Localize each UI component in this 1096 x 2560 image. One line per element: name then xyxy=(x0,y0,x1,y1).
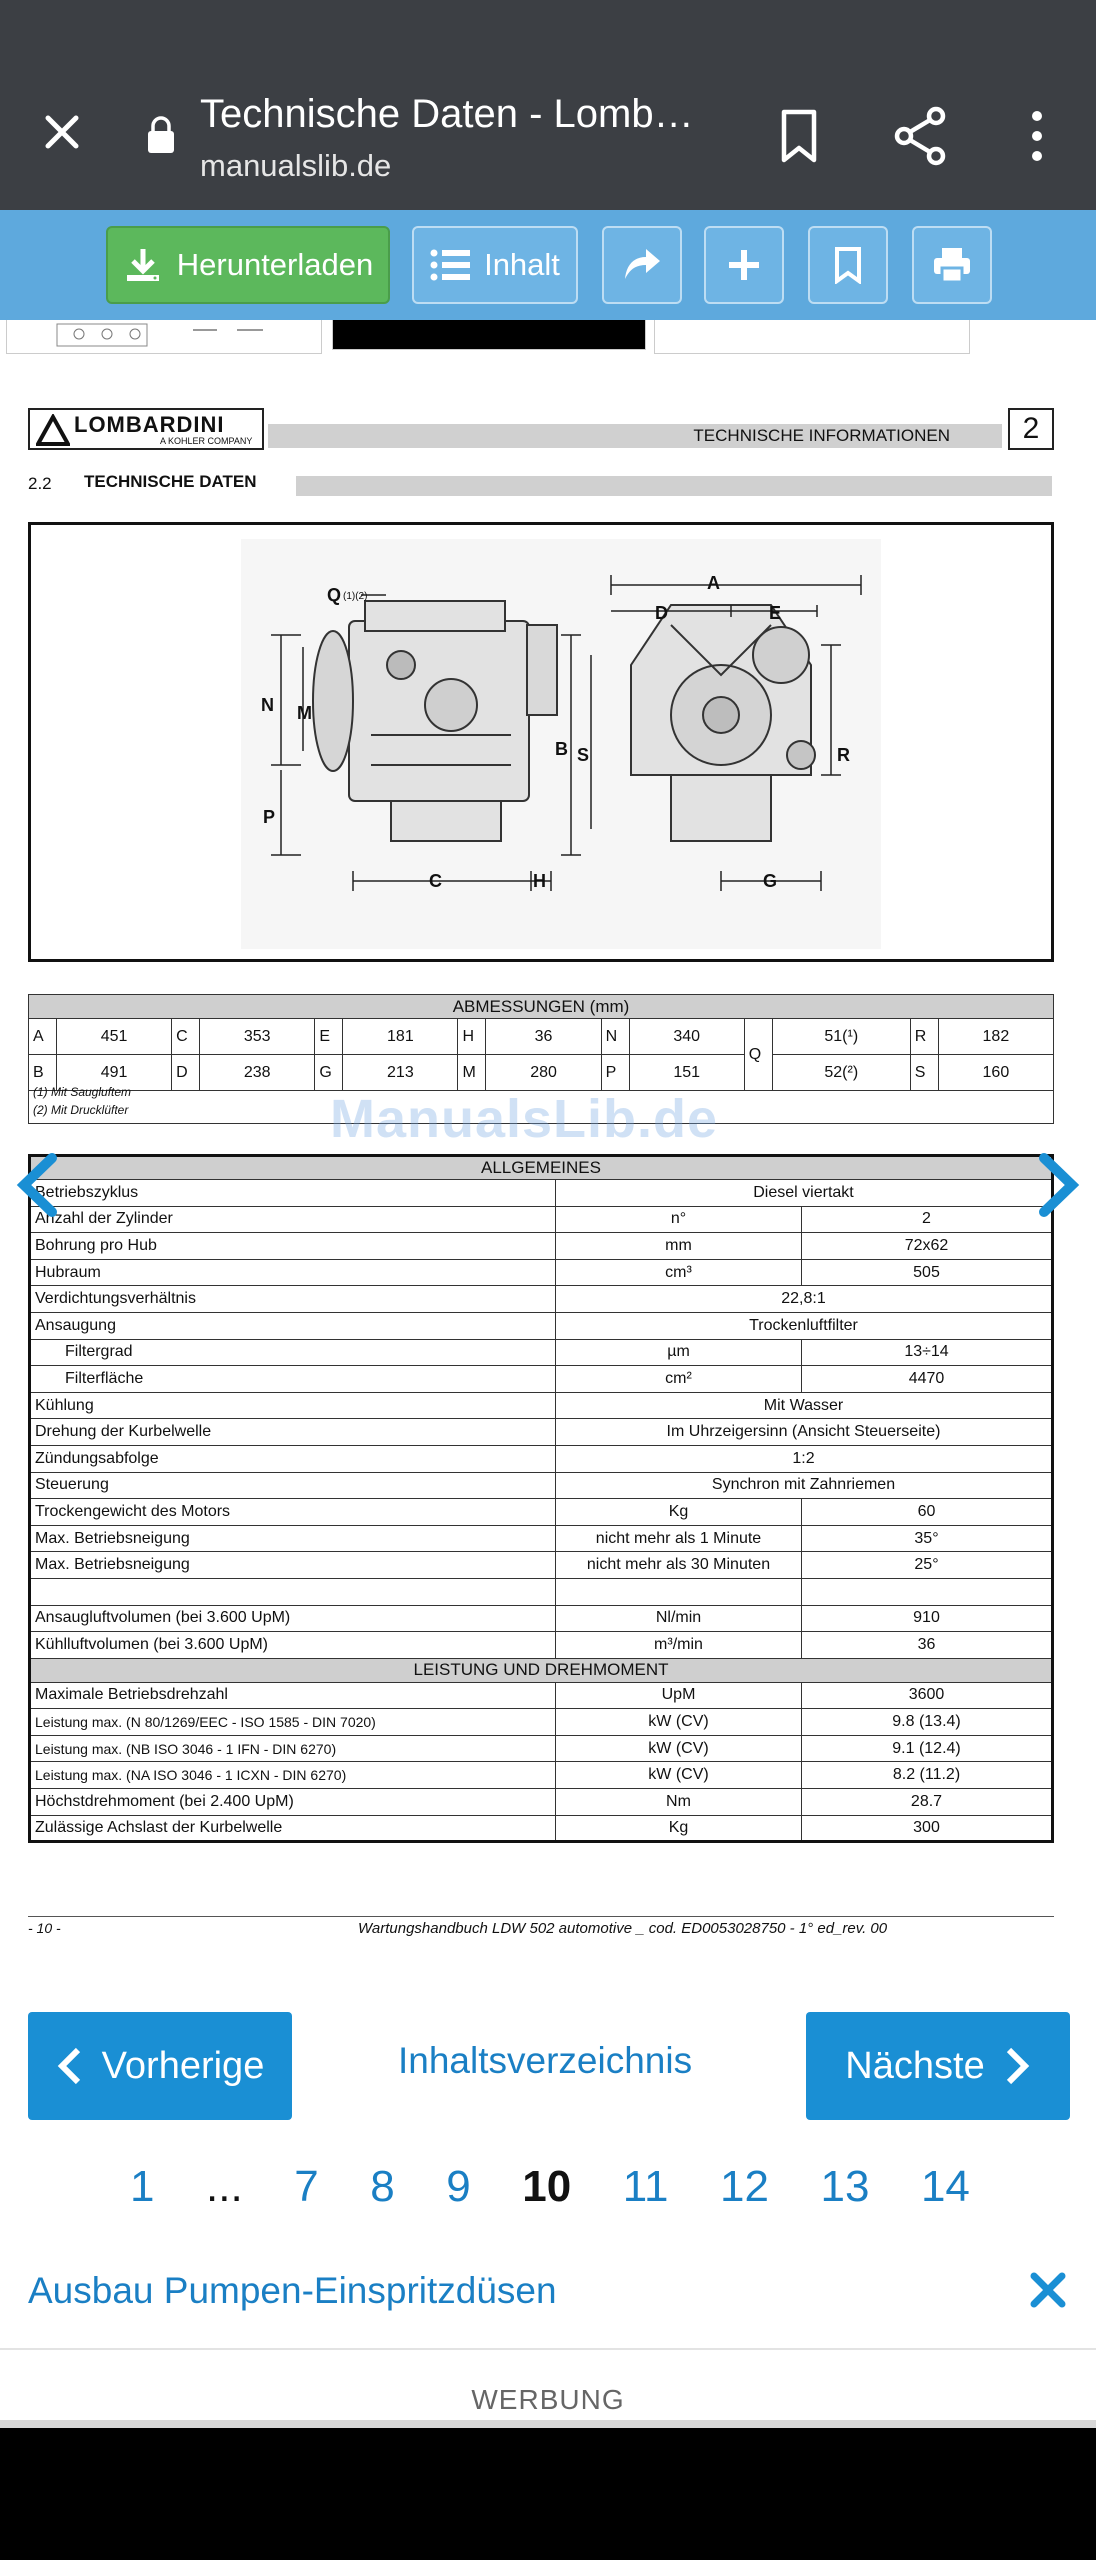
pagination-page-link[interactable]: 12 xyxy=(719,2162,769,2211)
spec-value: 72x62 xyxy=(802,1233,1053,1260)
spec-value: 35° xyxy=(802,1525,1053,1552)
dim-label-m: M xyxy=(297,703,312,723)
dim-cell: 52(²) xyxy=(772,1055,910,1091)
spec-label: Kühlung xyxy=(30,1392,556,1419)
thumbnail-center[interactable] xyxy=(332,320,646,350)
dim-cell: 36 xyxy=(486,1019,601,1055)
divider xyxy=(0,2348,1096,2350)
dim-cell: 160 xyxy=(938,1055,1053,1091)
spec-unit: nicht mehr als 30 Minuten xyxy=(556,1552,802,1579)
bookmark-outline-icon xyxy=(833,246,863,284)
general-specs-table xyxy=(28,1154,1054,1843)
spec-label: Kühlluftvolumen (bei 3.600 UpM) xyxy=(30,1632,556,1659)
forward-icon xyxy=(622,247,662,283)
table-row xyxy=(29,1019,1054,1055)
spec-value: 9.1 (12.4) xyxy=(802,1735,1053,1762)
spec-value: 300 xyxy=(802,1815,1053,1842)
logo-triangle-icon xyxy=(36,414,70,446)
share-icon[interactable] xyxy=(890,104,954,168)
table-row xyxy=(30,1233,1053,1260)
logo-text: LOMBARDINI xyxy=(74,412,225,437)
spec-label xyxy=(30,1578,556,1605)
dim-cell: 491 xyxy=(57,1055,172,1091)
table-row xyxy=(30,1472,1053,1499)
dim-cell: H xyxy=(458,1019,486,1055)
download-icon xyxy=(123,245,163,285)
engine-drawing xyxy=(31,525,1051,959)
spec-value: Synchron mit Zahnriemen xyxy=(556,1472,1053,1499)
dim-label-s: S xyxy=(577,745,590,765)
dim-label-p: P xyxy=(263,807,276,827)
close-icon[interactable] xyxy=(1026,2268,1070,2312)
next-button[interactable] xyxy=(806,2012,1070,2120)
dim-cell: R xyxy=(910,1019,938,1055)
dim-label-d: D xyxy=(655,603,668,623)
pagination-page-link[interactable]: 9 xyxy=(446,2162,471,2211)
header-text: TECHNISCHE INFORMATIONEN xyxy=(693,426,950,445)
spec-label: Leistung max. (N 80/1269/EEC - ISO 1585 - DIN 7020) xyxy=(30,1709,556,1736)
spec-label: Hubraum xyxy=(30,1259,556,1286)
table-row xyxy=(30,1762,1053,1789)
spec-label: Zündungsabfolge xyxy=(30,1445,556,1472)
browser-top-bar xyxy=(0,0,1096,210)
dim-label-b: B xyxy=(555,739,568,759)
previous-label: Vorherige xyxy=(101,2044,265,2087)
dim-cell: A xyxy=(29,1019,57,1055)
spec-unit: m³/min xyxy=(556,1632,802,1659)
spec-value: 25° xyxy=(802,1552,1053,1579)
add-button[interactable] xyxy=(704,226,784,304)
spec-label: Leistung max. (NA ISO 3046 - 1 ICXN - DIN 6270) xyxy=(30,1762,556,1789)
spec-value: 1:2 xyxy=(556,1445,1053,1472)
pagination-page-link[interactable]: 1 xyxy=(130,2162,155,2211)
spec-unit: cm² xyxy=(556,1366,802,1393)
bookmark-icon[interactable] xyxy=(770,104,828,168)
spec-label: Zulässige Achslast der Kurbelwelle xyxy=(30,1815,556,1842)
pagination-current-page: 10 xyxy=(522,2162,572,2211)
table-row xyxy=(30,1552,1053,1579)
spec-value: Diesel viertakt xyxy=(556,1180,1053,1207)
printer-icon xyxy=(932,246,972,284)
table-row xyxy=(30,1419,1053,1446)
spec-label: Maximale Betriebsdrehzahl xyxy=(30,1682,556,1709)
dim-cell: 151 xyxy=(629,1055,744,1091)
spec-label: Trockengewicht des Motors xyxy=(30,1499,556,1526)
chapter-number: 2 xyxy=(1008,408,1054,450)
table-row xyxy=(30,1735,1053,1762)
prev-page-arrow-icon[interactable] xyxy=(10,1150,70,1220)
note-2: (2) Mit Drucklüfter xyxy=(33,1103,129,1117)
bookmark-manual-button[interactable] xyxy=(808,226,888,304)
spec-value: 4470 xyxy=(802,1366,1053,1393)
spec-label: Filtergrad xyxy=(30,1339,556,1366)
spec-label: Steuerung xyxy=(30,1472,556,1499)
footer-rule xyxy=(28,1916,1054,1917)
spec-label: Max. Betriebsneigung xyxy=(30,1525,556,1552)
dim-cell: 280 xyxy=(486,1055,601,1091)
dim-cell: Q xyxy=(744,1019,772,1091)
pagination-ellipsis: ... xyxy=(206,2162,243,2211)
spec-label: Drehung der Kurbelwelle xyxy=(30,1419,556,1446)
spec-unit: kW (CV) xyxy=(556,1735,802,1762)
table-row xyxy=(30,1525,1053,1552)
spec-label: Filterfläche xyxy=(30,1366,556,1393)
dim-label-a: A xyxy=(707,573,720,593)
general-title: ALLGEMEINES xyxy=(30,1156,1053,1180)
dim-cell: C xyxy=(172,1019,200,1055)
table-row xyxy=(30,1632,1053,1659)
power-title: LEISTUNG UND DREHMOMENT xyxy=(30,1658,1053,1682)
forward-button[interactable] xyxy=(602,226,682,304)
dim-cell: 238 xyxy=(200,1055,315,1091)
spec-value: Im Uhrzeigersinn (Ansicht Steuerseite) xyxy=(556,1419,1053,1446)
dim-label-c: C xyxy=(429,871,442,891)
page-domain: manualslib.de xyxy=(200,148,392,183)
table-row xyxy=(30,1682,1053,1709)
close-icon[interactable] xyxy=(30,100,94,164)
spec-label: Höchstdrehmoment (bei 2.400 UpM) xyxy=(30,1789,556,1816)
spec-unit xyxy=(556,1578,802,1605)
spec-value: 2 xyxy=(802,1206,1053,1233)
manual-toolbar xyxy=(0,210,1096,320)
dim-label-e: E xyxy=(769,603,782,623)
pagination-page-link[interactable]: 14 xyxy=(920,2162,970,2211)
print-button[interactable] xyxy=(912,226,992,304)
pagination-page-link[interactable]: 7 xyxy=(294,2162,319,2211)
next-label: Nächste xyxy=(845,2044,985,2087)
manual-page xyxy=(0,356,1096,1956)
dim-cell: D xyxy=(172,1055,200,1091)
dim-cell: 51(¹) xyxy=(772,1019,910,1055)
spec-label: Bohrung pro Hub xyxy=(30,1233,556,1260)
thumbnail-icons xyxy=(7,320,323,352)
dimensions-title: ABMESSUNGEN (mm) xyxy=(29,995,1054,1019)
page-footer-title: Wartungshandbuch LDW 502 automotive _ cod. ED0053028750 - 1° ed_rev. 00 xyxy=(358,1920,888,1937)
page-title: Technische Daten - Lomb… xyxy=(200,92,694,136)
download-label: Herunterladen xyxy=(176,247,374,282)
dim-cell: 182 xyxy=(938,1019,1053,1055)
spec-unit: cm³ xyxy=(556,1259,802,1286)
contents-button[interactable] xyxy=(412,226,578,304)
lock-icon xyxy=(146,116,176,154)
spec-label: Anzahl der Zylinder xyxy=(30,1206,556,1233)
spec-unit: UpM xyxy=(556,1682,802,1709)
table-row xyxy=(30,1815,1053,1842)
spec-unit: nicht mehr als 1 Minute xyxy=(556,1525,802,1552)
dim-label-h: H xyxy=(533,871,546,891)
spec-label: Verdichtungsverhältnis xyxy=(30,1286,556,1313)
list-icon xyxy=(430,248,470,282)
thumbnail-strip[interactable] xyxy=(0,320,1096,356)
chevron-right-icon xyxy=(1003,2046,1031,2086)
dim-cell: 181 xyxy=(343,1019,458,1055)
dim-label-q-note: (1)(2) xyxy=(343,591,368,602)
note-1: (1) Mit Saugluftem xyxy=(33,1085,132,1099)
section-bar xyxy=(296,476,1052,496)
dim-cell: 213 xyxy=(343,1055,458,1091)
dim-label-n: N xyxy=(261,695,274,715)
table-row xyxy=(30,1312,1053,1339)
table-row xyxy=(30,1206,1053,1233)
dim-cell: P xyxy=(601,1055,629,1091)
dim-cell: M xyxy=(458,1055,486,1091)
table-of-contents-link[interactable]: Inhaltsverzeichnis xyxy=(398,2040,693,2081)
table-row xyxy=(30,1286,1053,1313)
spec-unit: kW (CV) xyxy=(556,1762,802,1789)
spec-label: Ansaugluftvolumen (bei 3.600 UpM) xyxy=(30,1605,556,1632)
spec-unit: kW (CV) xyxy=(556,1709,802,1736)
dim-label-r: R xyxy=(837,745,850,765)
table-row xyxy=(30,1499,1053,1526)
dim-cell: 340 xyxy=(629,1019,744,1055)
spec-value: 505 xyxy=(802,1259,1053,1286)
spec-label: Betriebszyklus xyxy=(30,1180,556,1207)
spec-label: Leistung max. (NB ISO 3046 - 1 IFN - DIN 6270) xyxy=(30,1735,556,1762)
table-row xyxy=(30,1392,1053,1419)
page-footer-number: - 10 - xyxy=(28,1920,61,1936)
spec-value: 22,8:1 xyxy=(556,1286,1053,1313)
spec-unit: Kg xyxy=(556,1499,802,1526)
spec-label: Max. Betriebsneigung xyxy=(30,1552,556,1579)
dim-cell: N xyxy=(601,1019,629,1055)
contents-label: Inhalt xyxy=(484,247,560,282)
spec-value: 13÷14 xyxy=(802,1339,1053,1366)
table-row xyxy=(30,1366,1053,1393)
download-button[interactable] xyxy=(106,226,390,304)
plus-icon xyxy=(726,247,762,283)
dimensions-table xyxy=(28,994,1054,1091)
dim-label-g: G xyxy=(763,871,778,891)
lombardini-logo xyxy=(28,408,264,450)
spec-value: 9.8 (13.4) xyxy=(802,1709,1053,1736)
table-row xyxy=(30,1180,1053,1207)
logo-subtitle: A KOHLER COMPANY xyxy=(160,436,253,446)
spec-value: Mit Wasser xyxy=(556,1392,1053,1419)
spec-unit: n° xyxy=(556,1206,802,1233)
table-row xyxy=(30,1445,1053,1472)
table-row xyxy=(30,1339,1053,1366)
table-row xyxy=(30,1789,1053,1816)
spec-value xyxy=(802,1578,1053,1605)
pagination-page-link[interactable]: 11 xyxy=(622,2162,669,2211)
dim-cell: 451 xyxy=(57,1019,172,1055)
section-title: TECHNISCHE DATEN xyxy=(84,472,257,491)
more-menu-icon[interactable] xyxy=(1012,104,1062,168)
spec-unit: Nm xyxy=(556,1789,802,1816)
previous-button[interactable] xyxy=(28,2012,292,2120)
pagination-page-link[interactable]: 8 xyxy=(370,2162,395,2211)
dim-cell: E xyxy=(315,1019,343,1055)
engine-dimension-diagram xyxy=(28,522,1054,962)
spec-value: Trockenluftfilter xyxy=(556,1312,1053,1339)
table-row xyxy=(30,1578,1053,1605)
spec-unit: µm xyxy=(556,1339,802,1366)
ad-label: WERBUNG xyxy=(471,2384,625,2415)
watermark: ManualsLib.de xyxy=(330,1089,719,1149)
dim-cell: 353 xyxy=(200,1019,315,1055)
next-page-arrow-icon[interactable] xyxy=(1026,1150,1086,1220)
spec-value: 60 xyxy=(802,1499,1053,1526)
table-row xyxy=(30,1605,1053,1632)
spec-unit: Kg xyxy=(556,1815,802,1842)
spec-value: 910 xyxy=(802,1605,1053,1632)
dim-cell: G xyxy=(315,1055,343,1091)
pagination-page-link[interactable]: 13 xyxy=(820,2162,870,2211)
system-nav-bar xyxy=(0,2428,1096,2560)
thumbnail-left[interactable] xyxy=(6,320,322,354)
dim-cell: S xyxy=(910,1055,938,1091)
spec-label: Ansaugung xyxy=(30,1312,556,1339)
pagination xyxy=(130,2152,970,2222)
section-number: 2.2 xyxy=(28,474,52,493)
spec-unit: mm xyxy=(556,1233,802,1260)
related-link[interactable]: Ausbau Pumpen-Einspritzdüsen xyxy=(28,2270,557,2311)
dim-cell: B xyxy=(29,1055,57,1091)
dim-label-q: Q xyxy=(327,585,342,605)
spec-value: 28.7 xyxy=(802,1789,1053,1816)
chevron-left-icon xyxy=(56,2046,84,2086)
thumbnail-right[interactable] xyxy=(654,320,970,354)
spec-value: 36 xyxy=(802,1632,1053,1659)
table-row xyxy=(30,1259,1053,1286)
spec-value: 8.2 (11.2) xyxy=(802,1762,1053,1789)
spec-value: 3600 xyxy=(802,1682,1053,1709)
header-bar xyxy=(268,424,1002,448)
spec-unit: Nl/min xyxy=(556,1605,802,1632)
table-row xyxy=(30,1709,1053,1736)
